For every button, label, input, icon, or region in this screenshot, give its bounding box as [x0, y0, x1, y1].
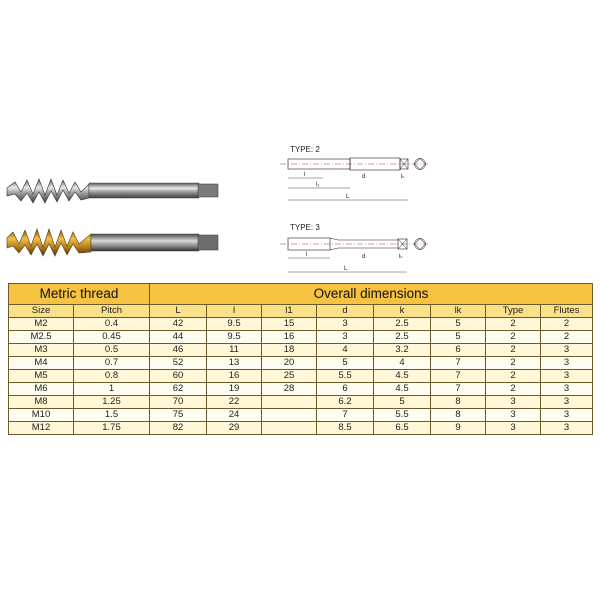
type-3-dim-l: l: [306, 252, 308, 258]
table-cell: 9.5: [207, 331, 262, 344]
table-row: [9, 422, 593, 435]
type-3-dim-L: L: [344, 266, 348, 272]
type-2-dim-lk: lₖ: [401, 174, 405, 180]
table-cell: 42: [150, 318, 207, 331]
table-cell: 13: [207, 357, 262, 370]
table-cell: [262, 396, 317, 409]
table-cell: 3: [541, 357, 593, 370]
table-cell: 16: [207, 370, 262, 383]
table-cell: M6: [9, 383, 74, 396]
table-cell: 3: [486, 396, 541, 409]
table-cell: 6.5: [374, 422, 431, 435]
column-header: k: [374, 305, 431, 318]
table-cell: 15: [262, 318, 317, 331]
table-cell: 8.5: [317, 422, 374, 435]
type-2-dim-l1: l₁: [316, 182, 320, 188]
table-cell: 2: [541, 331, 593, 344]
table-cell: 24: [207, 409, 262, 422]
column-header-row: [9, 305, 593, 318]
table-cell: 2: [486, 344, 541, 357]
table-cell: 6: [431, 344, 486, 357]
type-3-drawing: [278, 220, 438, 280]
table-cell: 3: [541, 344, 593, 357]
table-cell: 46: [150, 344, 207, 357]
column-header: L: [150, 305, 207, 318]
table-cell: 2.5: [374, 318, 431, 331]
column-header: Flutes: [541, 305, 593, 318]
table-cell: 6: [317, 383, 374, 396]
table-cell: 2: [486, 357, 541, 370]
column-header: Pitch: [74, 305, 150, 318]
table-cell: 9.5: [207, 318, 262, 331]
table-cell: 3: [541, 396, 593, 409]
table-cell: M5: [9, 370, 74, 383]
table-cell: 52: [150, 357, 207, 370]
table-cell: 3: [486, 409, 541, 422]
table-cell: 2: [486, 331, 541, 344]
type-2-dim-l: l: [304, 172, 306, 178]
table-cell: 5: [431, 318, 486, 331]
type-2-label: TYPE: 2: [290, 145, 320, 154]
type-3-dim-d: d: [362, 254, 366, 260]
table-cell: 29: [207, 422, 262, 435]
table-cell: 3: [486, 422, 541, 435]
column-header: Size: [9, 305, 74, 318]
table-cell: 82: [150, 422, 207, 435]
table-cell: 6.2: [317, 396, 374, 409]
table-row: [9, 396, 593, 409]
table-cell: 5: [317, 357, 374, 370]
table-cell: 20: [262, 357, 317, 370]
group-header-row: [9, 284, 593, 305]
table-cell: 3: [541, 409, 593, 422]
column-header: l1: [262, 305, 317, 318]
table-cell: 7: [431, 357, 486, 370]
type-2-dim-d: d: [362, 174, 366, 180]
table-cell: 7: [431, 370, 486, 383]
table-cell: 1.5: [74, 409, 150, 422]
table-row: [9, 331, 593, 344]
table-cell: 2: [486, 370, 541, 383]
table-cell: 3: [317, 318, 374, 331]
table-cell: 25: [262, 370, 317, 383]
table-cell: [262, 409, 317, 422]
table-cell: 0.8: [74, 370, 150, 383]
table-cell: 2: [486, 383, 541, 396]
table-cell: 5: [431, 331, 486, 344]
table-cell: 11: [207, 344, 262, 357]
table-cell: M10: [9, 409, 74, 422]
table-cell: 7: [431, 383, 486, 396]
table-cell: M2: [9, 318, 74, 331]
silver-spiral-tap-photo: [5, 170, 220, 210]
table-row: [9, 318, 593, 331]
table-cell: 8: [431, 409, 486, 422]
table-cell: 0.7: [74, 357, 150, 370]
column-header: l: [207, 305, 262, 318]
table-cell: 4.5: [374, 383, 431, 396]
table-cell: 1: [74, 383, 150, 396]
table-cell: 9: [431, 422, 486, 435]
table-cell: 2: [486, 318, 541, 331]
table-cell: 60: [150, 370, 207, 383]
table-cell: 5.5: [374, 409, 431, 422]
table-cell: 2.5: [374, 331, 431, 344]
table-cell: [262, 422, 317, 435]
table-cell: 2: [541, 318, 593, 331]
type-3-label: TYPE: 3: [290, 223, 320, 232]
table-cell: M12: [9, 422, 74, 435]
table-cell: 4: [317, 344, 374, 357]
column-header: lk: [431, 305, 486, 318]
type-2-dim-L: L: [346, 194, 350, 200]
table-cell: 0.5: [74, 344, 150, 357]
table-cell: M4: [9, 357, 74, 370]
table-row: [9, 409, 593, 422]
table-cell: 3: [541, 383, 593, 396]
table-cell: 16: [262, 331, 317, 344]
spec-table: [8, 283, 593, 435]
type-3-dim-lk: lₖ: [399, 254, 403, 260]
table-cell: 18: [262, 344, 317, 357]
table-row: [9, 344, 593, 357]
column-header: d: [317, 305, 374, 318]
table-row: [9, 370, 593, 383]
table-cell: 0.4: [74, 318, 150, 331]
table-cell: 70: [150, 396, 207, 409]
table-cell: 7: [317, 409, 374, 422]
table-cell: 44: [150, 331, 207, 344]
table-cell: 3.2: [374, 344, 431, 357]
table-cell: 1.25: [74, 396, 150, 409]
table-cell: 5.5: [317, 370, 374, 383]
type-2-drawing: [278, 143, 438, 208]
table-cell: 28: [262, 383, 317, 396]
table-cell: 3: [541, 422, 593, 435]
table-cell: 4.5: [374, 370, 431, 383]
column-header: Type: [486, 305, 541, 318]
table-cell: 19: [207, 383, 262, 396]
table-cell: 3: [541, 370, 593, 383]
table-cell: 8: [431, 396, 486, 409]
table-cell: 22: [207, 396, 262, 409]
gold-spiral-tap-photo: [5, 222, 220, 262]
table-row: [9, 357, 593, 370]
table-cell: 1.75: [74, 422, 150, 435]
table-cell: 3: [317, 331, 374, 344]
table-cell: 62: [150, 383, 207, 396]
table-cell: 5: [374, 396, 431, 409]
table-cell: M8: [9, 396, 74, 409]
table-row: [9, 383, 593, 396]
overall-dimensions-header: Overall dimensions: [150, 284, 593, 305]
table-cell: M3: [9, 344, 74, 357]
table-cell: M2.5: [9, 331, 74, 344]
metric-thread-header: Metric thread: [9, 284, 150, 305]
table-cell: 4: [374, 357, 431, 370]
table-cell: 75: [150, 409, 207, 422]
table-cell: 0.45: [74, 331, 150, 344]
